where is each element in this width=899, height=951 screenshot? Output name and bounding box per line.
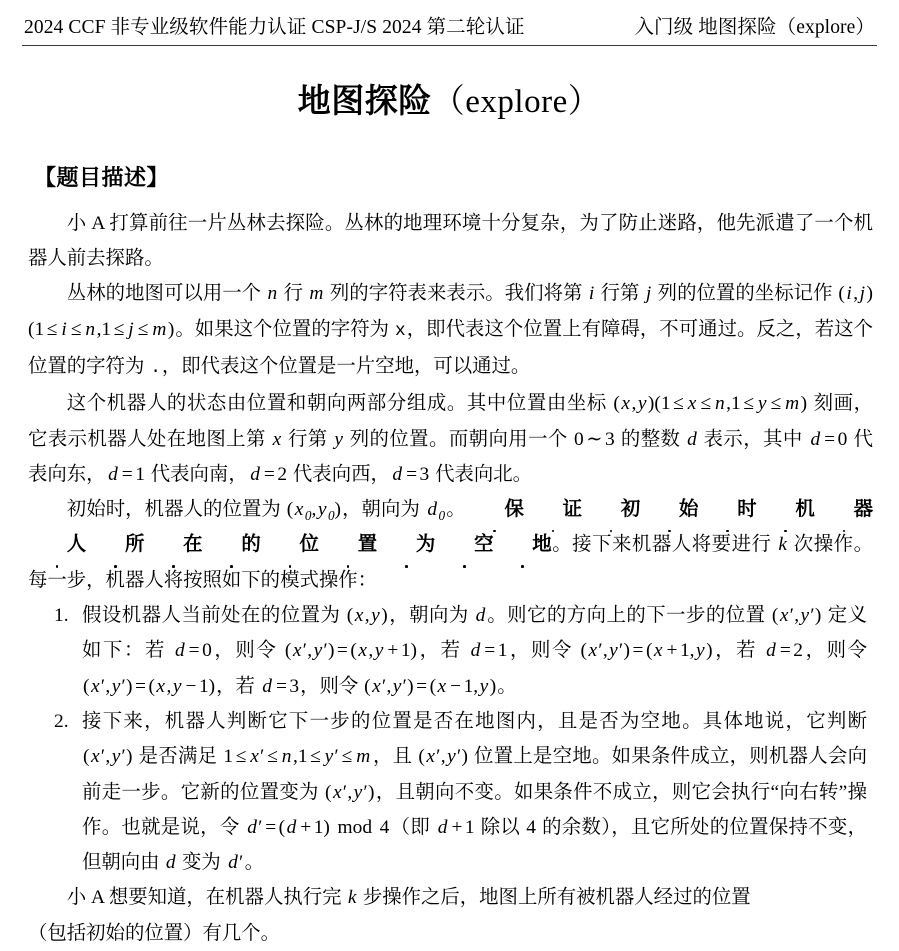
math-cond-d1: d = 1: [470, 640, 508, 662]
math-direction-range: 0 ∼ 3: [573, 428, 615, 450]
math-n: n: [267, 283, 278, 305]
text-run: 这个机器人的状态由位置和朝向两部分组成。其中位置由坐标: [66, 393, 613, 415]
math-d-prime: d′: [228, 852, 243, 874]
text-run: 代表向南，: [145, 463, 248, 485]
header-rule: [22, 45, 877, 46]
text-run: ，即代表这个位置上有障碍，不可通过。反之，若这个位置的字符为: [28, 318, 873, 377]
math-d-north: d = 3: [392, 463, 430, 485]
char-obstacle: x: [394, 320, 406, 341]
math-coordinate-range-ij: (i,j)(1 ≤ i ≤ n,1 ≤ j ≤ m): [28, 283, 873, 340]
paragraph-map-definition: [28, 276, 873, 386]
paragraph-robot-state: [28, 386, 873, 492]
math-pos-xy: (x,y): [346, 605, 388, 627]
text-run: 。接下来机器人将要进行: [551, 534, 777, 556]
text-run: 。: [446, 499, 466, 521]
math-d-south: d = 1: [108, 463, 145, 485]
math-k: k: [778, 534, 787, 556]
text-run: ，朝向为: [342, 499, 425, 521]
math-assign-d2: (x′,y′) = (x,y − 1): [83, 675, 216, 697]
math-assign-d0: (x′,y′) = (x,y + 1): [284, 640, 417, 662]
problem-description-body: [20, 206, 879, 944]
math-initial-position: (x $_0$,y $_0$): [286, 499, 341, 523]
page-title-latin: （explore）: [431, 83, 602, 120]
page-title: [20, 82, 879, 123]
text-run: 代表向西，: [288, 463, 390, 485]
text-run: 行第: [282, 428, 333, 450]
text-run: 次操作。每一步，机器人将按照如下的模式操作：: [28, 534, 873, 591]
math-x: x: [272, 428, 282, 450]
math-initial-direction: d $_0$: [427, 499, 446, 523]
text-run: 行第: [595, 283, 645, 305]
math-j: j: [645, 283, 652, 305]
emphasis-guarantee-start-empty: 保 证 初 始 时 机 器人 所 在 的 位 置 为 空 地: [28, 499, 873, 555]
math-next-pos: (x′,y′): [324, 781, 375, 803]
math-d-plus-1: d + 1: [437, 816, 475, 838]
text-run: 列的位置。而朝向用一个: [344, 428, 573, 450]
char-empty: .: [150, 357, 161, 378]
text-run: 步操作之后，地图上所有被机器人经过的位置: [357, 887, 751, 909]
text-run: 丛林的地图可以用一个: [66, 283, 266, 305]
math-m: m: [309, 283, 324, 305]
text-run: （包括初始的位置）有几个。: [28, 922, 281, 944]
text-run: 刻画，它表示机器人处在地图上第: [28, 393, 873, 450]
math-next-pos: (x′,y′): [83, 746, 133, 768]
math-d: d: [165, 852, 176, 874]
math-cond-d2: d = 2: [766, 640, 803, 662]
math-d-west: d = 2: [250, 463, 288, 485]
paragraph-intro: [28, 206, 873, 277]
text-run: ，即代表这个位置是一片空地，可以通过。: [161, 355, 531, 377]
operation-steps-list: [28, 598, 873, 880]
math-next-pos: (x′,y′): [418, 746, 468, 768]
math-d: d: [687, 428, 697, 450]
math-i: i: [588, 283, 595, 305]
text-run: 列的字符表来表示。我们将第: [324, 283, 588, 305]
math-four: 4: [526, 816, 536, 838]
math-assign-d3: (x′,y′) = (x − 1,y): [364, 675, 497, 697]
paragraph-question: [28, 880, 873, 915]
text-run: 初始时，机器人的位置为: [66, 499, 286, 521]
list-item: 接下来，机器人判断它下一步的位置是否在地图内，且是否为空地。具体地说，它判断 (x′,y′) 是否满足 1 ≤ x′ ≤ n,1 ≤ y′ ≤ m ，且 (x′,y′) 位置上是空地。如果条件成立，则机器人会向前走一步。它新的位置变为 (x′,y′)，且朝向不变。如果条件不成立，则它会执行“向右转”操作。也就是说，令 d′ = (d + 1) mod 4（即 d + 1 除以 4 的余数），且它所处的位置保持不变，但朝向由 d 变为 d′ 。: [82, 710, 867, 874]
paragraph-initial-state: [28, 492, 873, 598]
math-coordinate-range-xy: (x,y)(1 ≤ x ≤ n,1 ≤ y ≤ m): [613, 393, 808, 415]
text-run: 行: [278, 283, 308, 305]
list-item: 假设机器人当前处在的位置为 (x,y)，朝向为 d。则它的方向上的下一步的位置 (x′,y′) 定义如下：若 d = 0，则令 (x′,y′) = (x,y + 1)，若 d = 1，则令 (x′,y′) = (x + 1,y)，若 d = 2，则令 (x′,y′) = (x,y − 1)，若 d = 3，则令 (x′,y′) = (x − 1,y)。: [82, 605, 867, 697]
math-d-east: d = 0: [810, 428, 848, 450]
page-title-cn: 地图探险: [297, 83, 432, 120]
math-k: k: [347, 887, 357, 909]
math-d: d: [475, 605, 486, 627]
section-heading-description: 【题目描述】: [34, 164, 170, 190]
math-cond-d0: d = 0: [174, 640, 212, 662]
header-left-text: 2024 CCF 非专业级软件能力认证 CSP-J/S 2024 第二轮认证: [24, 17, 525, 38]
math-y: y: [334, 428, 343, 450]
math-assign-d1: (x′,y′) = (x + 1,y): [580, 640, 713, 662]
text-run: 表示，其中: [698, 428, 808, 450]
text-run: 代表向东，: [28, 428, 873, 485]
paragraph-intro-text: 小 A 打算前往一片丛林去探险。丛林的地理环境十分复杂，为了防止迷路，他先派遣了一个机器人前去探路。: [28, 212, 873, 270]
header-right-text: 入门级 地图探险（explore）: [634, 17, 875, 38]
math-turn-right-formula: d′ = (d + 1) mod 4: [247, 816, 390, 838]
text-run: 。如果这个位置的字符为: [175, 318, 394, 340]
paragraph-question-tail: [28, 916, 873, 944]
text-run: 的整数: [615, 428, 686, 450]
running-header: [20, 0, 879, 45]
math-next-pos: (x′,y′): [771, 605, 822, 627]
text-run: 小 A 想要知道，在机器人执行完: [66, 887, 347, 909]
math-cond-d3: d = 3: [262, 675, 300, 697]
math-bounds-check: 1 ≤ x′ ≤ n,1 ≤ y′ ≤ m: [223, 746, 371, 768]
text-run: 列的位置的坐标记作: [652, 283, 838, 305]
text-run: 代表向北。: [430, 463, 533, 485]
